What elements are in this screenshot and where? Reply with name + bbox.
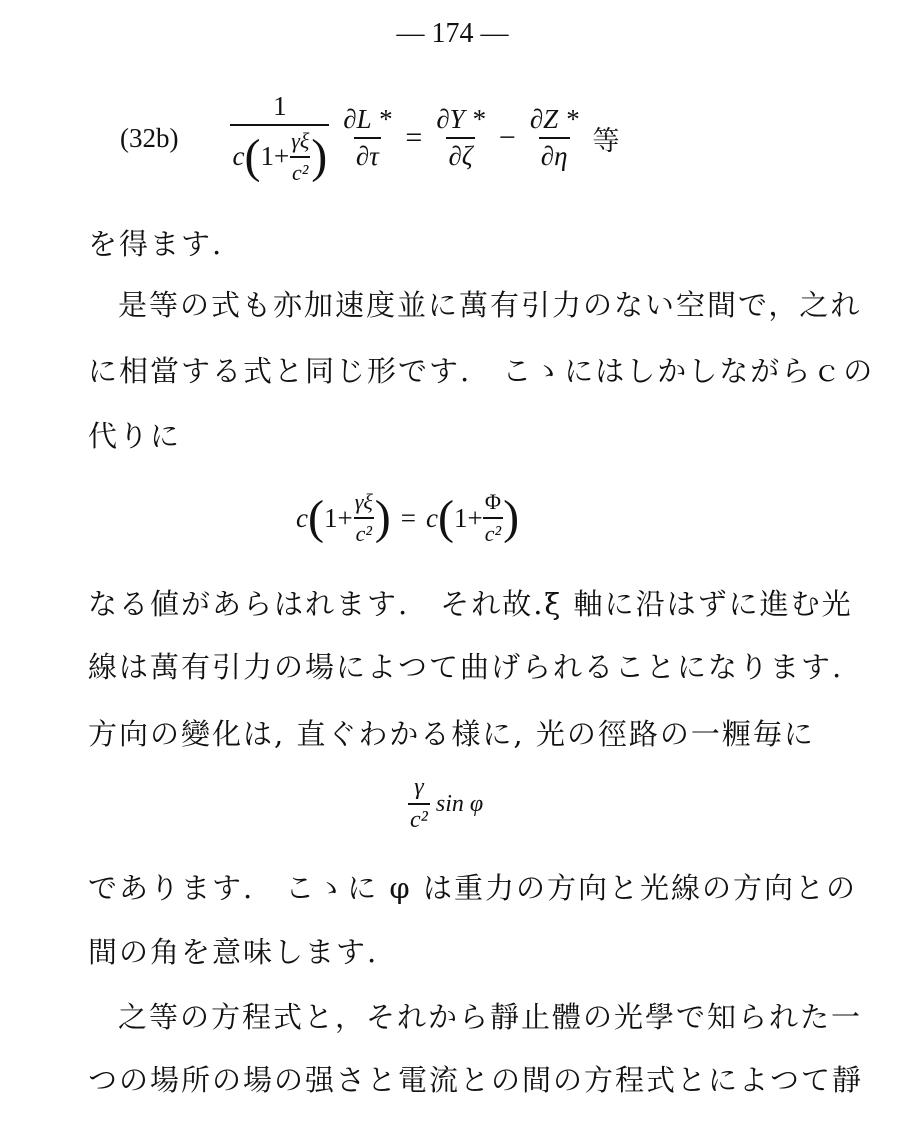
text-line-3: に相當する式と同じ形です. こゝにはしかしながらｃの xyxy=(88,354,875,388)
lhs-den-c: c xyxy=(232,141,245,171)
open-paren: ( xyxy=(438,491,454,544)
dZ-numerator: ∂Z * xyxy=(529,104,579,134)
lhs-numerator: 1 xyxy=(273,90,287,121)
text-line-4: 代りに xyxy=(88,419,182,453)
gamma-xi-fraction xyxy=(353,489,375,547)
c-squared: c² xyxy=(483,517,503,547)
text-line-2: 是等の式も亦加速度並に萬有引力のない空間で，之れ xyxy=(118,288,862,322)
c-squared: c² xyxy=(290,156,310,186)
text-line-7: 方向の變化は, 直ぐわかる様に, 光の徑路の一糎毎に xyxy=(88,717,815,751)
close-paren: ) xyxy=(503,491,520,544)
speed-c-left: c xyxy=(296,502,308,533)
text-line-5: なる値があらはれます. それ故.ξ 軸に沿はずに進む光 xyxy=(88,587,853,621)
open-paren: ( xyxy=(244,129,261,183)
close-paren: ) xyxy=(374,491,391,544)
equation-deflection xyxy=(408,774,483,834)
gamma-over-c-squared xyxy=(408,774,430,834)
plus-sign: + xyxy=(273,141,290,171)
dZ-denominator: ∂η xyxy=(539,137,570,172)
plus-sign: + xyxy=(337,502,353,533)
close-paren: ) xyxy=(311,129,328,183)
equation-speed xyxy=(296,478,519,558)
text-line-11: つの場所の場の强さと電流との間の方程式とによつて靜 xyxy=(88,1063,864,1097)
sin-phi: sin φ xyxy=(435,790,484,817)
phi: Φ xyxy=(484,489,501,514)
minus-sign: − xyxy=(498,121,516,154)
text-line-8: であります. こゝに φ は重力の方向と光線の方向との xyxy=(88,871,857,905)
speed-one-right: 1 xyxy=(453,502,468,533)
c-squared: c² xyxy=(354,517,374,547)
equation-label: (32b) xyxy=(120,122,179,153)
dY-fraction xyxy=(434,104,487,172)
c-squared: c² xyxy=(408,803,430,834)
plus-sign: + xyxy=(467,502,483,533)
text-line-6: 線は萬有引力の場によつて曲げられることになります. xyxy=(88,650,844,684)
speed-c-right: c xyxy=(426,502,438,533)
dL-numerator: ∂L * xyxy=(343,104,392,134)
speed-one-left: 1 xyxy=(323,502,338,533)
dY-numerator: ∂Y * xyxy=(436,104,485,134)
dL-fraction xyxy=(341,104,393,172)
text-line-10: 之等の方程式と，それから靜止體の光學で知られた一 xyxy=(118,1000,863,1034)
gamma-xi: γξ xyxy=(291,127,310,153)
equals-sign: = xyxy=(400,502,417,533)
text-line-9: 間の角を意味します. xyxy=(88,935,379,969)
phi-fraction xyxy=(483,489,503,547)
page-number: — 174 — xyxy=(396,18,509,49)
equation-32b xyxy=(120,88,619,188)
text-line-1: を得ます. xyxy=(88,227,224,261)
lhs-denominator xyxy=(230,124,329,186)
gamma-xi-fraction xyxy=(289,128,311,186)
open-paren: ( xyxy=(307,491,324,544)
lhs-den-one: 1 xyxy=(260,141,274,171)
equals-sign: = xyxy=(405,121,423,154)
dY-denominator: ∂ζ xyxy=(446,137,474,172)
gamma-xi: γξ xyxy=(354,489,373,514)
gamma: γ xyxy=(414,774,424,800)
equation-suffix: 等 xyxy=(592,125,620,157)
dZ-fraction xyxy=(528,104,581,172)
lhs-fraction xyxy=(230,91,329,186)
dL-denominator: ∂τ xyxy=(354,137,381,172)
